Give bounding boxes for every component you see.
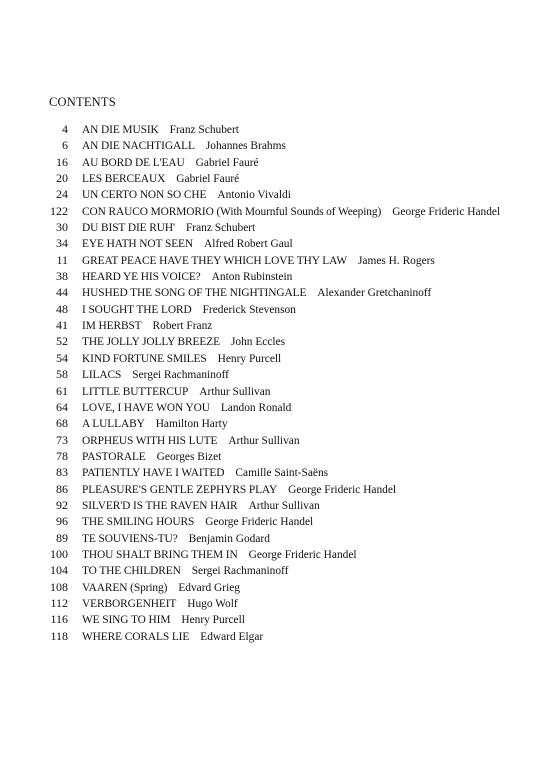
entry-page-number: 48 <box>56 301 68 316</box>
entry-text <box>82 219 255 236</box>
entry-title: DU BIST DIE RUH' <box>82 222 175 235</box>
entry-composer: Gabriel Fauré <box>176 173 240 186</box>
contents-entry <box>0 333 560 349</box>
entry-page-number: 78 <box>56 448 68 463</box>
entry-page-number: 86 <box>56 481 68 496</box>
entry-text <box>82 611 245 628</box>
entry-text <box>82 562 288 579</box>
entry-title: LES BERCEAUX <box>82 173 166 186</box>
entry-page-number: 38 <box>56 269 68 284</box>
entry-page-number: 20 <box>56 171 68 186</box>
entry-text <box>82 203 500 220</box>
entry-title: AU BORD DE L'EAU <box>82 156 185 169</box>
entry-composer: Johannes Brahms <box>205 140 286 153</box>
entry-page-number: 118 <box>50 628 68 643</box>
entry-composer: Edvard Grieg <box>178 581 240 594</box>
entry-title: WE SING TO HIM <box>82 614 171 627</box>
entry-title: TE SOUVIENS-TU? <box>82 532 178 545</box>
entry-composer: Georges Bizet <box>156 450 222 463</box>
entry-page-number: 92 <box>56 497 68 512</box>
contents-entry <box>0 432 560 448</box>
entry-text <box>82 448 221 465</box>
entry-composer: Gabriel Fauré <box>195 156 259 169</box>
contents-entry <box>0 399 560 415</box>
entry-text <box>82 513 313 530</box>
entry-title: LITTLE BUTTERCUP <box>82 385 189 398</box>
entry-composer: Robert Franz <box>152 320 213 333</box>
contents-entry <box>0 203 560 219</box>
entry-composer: Alfred Robert Gaul <box>204 238 293 251</box>
entry-composer: George Frideric Handel <box>288 483 397 496</box>
entry-composer: Franz Schubert <box>169 124 239 136</box>
contents-entry <box>0 595 560 611</box>
entry-title: VAAREN (Spring) <box>82 581 168 594</box>
entry-title: UN CERTO NON SO CHE <box>82 189 207 202</box>
contents-entry <box>0 121 560 137</box>
contents-entry <box>0 186 560 202</box>
entry-title: I SOUGHT THE LORD <box>82 303 192 316</box>
entry-composer: Camille Saint-Saëns <box>235 467 329 480</box>
entry-page-number: 112 <box>50 595 68 610</box>
contents-entry <box>0 448 560 464</box>
contents-entry <box>0 219 560 235</box>
entry-text <box>82 464 328 481</box>
entry-title: TO THE CHILDREN <box>82 565 181 578</box>
entry-title: VERBORGENHEIT <box>82 597 177 610</box>
entry-page-number: 108 <box>50 579 68 594</box>
contents-entry <box>0 301 560 317</box>
entry-text <box>82 284 431 301</box>
entry-text <box>82 579 240 596</box>
entry-composer: Arthur Sullivan <box>248 499 320 512</box>
entry-composer: Hugo Wolf <box>187 597 238 610</box>
entry-text <box>82 595 238 612</box>
contents-entry <box>0 383 560 399</box>
entry-text <box>82 186 291 203</box>
entry-page-number: 58 <box>56 367 68 382</box>
entry-title: A LULLABY <box>82 418 145 431</box>
entry-page-number: 104 <box>50 563 68 578</box>
entry-composer: George Frideric Handel <box>248 548 357 561</box>
entry-page-number: 30 <box>56 220 68 235</box>
entry-text <box>82 154 259 171</box>
entry-composer: Landon Ronald <box>220 401 292 414</box>
entry-composer: Sergei Rachmaninoff <box>132 369 229 382</box>
contents-entry <box>0 235 560 251</box>
entry-title: PATIENTLY HAVE I WAITED <box>82 467 225 480</box>
contents-entry <box>0 350 560 366</box>
entry-text <box>82 170 239 187</box>
entry-text <box>82 481 396 498</box>
contents-list <box>0 121 560 644</box>
entry-text <box>82 383 270 400</box>
entry-page-number: 96 <box>56 514 68 529</box>
entry-title: AN DIE NACHTIGALL <box>82 140 195 153</box>
entry-page-number: 61 <box>56 383 68 398</box>
entry-title: LOVE, I HAVE WON YOU <box>82 401 210 414</box>
contents-entry <box>0 154 560 170</box>
entry-text <box>82 399 291 416</box>
entry-title: PASTORALE <box>82 450 146 463</box>
entry-title: THOU SHALT BRING THEM IN <box>82 548 238 561</box>
entry-page-number: 54 <box>56 350 68 365</box>
entry-composer: Henry Purcell <box>217 352 282 365</box>
contents-heading: CONTENTS <box>49 95 116 109</box>
entry-composer: Edward Elgar <box>200 630 264 643</box>
entry-title: EYE HATH NOT SEEN <box>82 238 194 251</box>
entry-page-number: 83 <box>56 465 68 480</box>
entry-composer: John Eccles <box>230 336 286 349</box>
entry-text <box>82 546 357 563</box>
entry-title: ORPHEUS WITH HIS LUTE <box>82 434 218 447</box>
entry-text <box>82 121 239 138</box>
contents-entry <box>0 530 560 546</box>
entry-title: SILVER'D IS THE RAVEN HAIR <box>82 499 238 512</box>
contents-entry <box>0 546 560 562</box>
entry-title: THE SMILING HOURS <box>82 516 195 529</box>
entry-page-number: 64 <box>56 399 68 414</box>
entry-page-number: 34 <box>56 236 68 251</box>
entry-text <box>82 301 296 318</box>
entry-text <box>82 333 285 350</box>
contents-entry <box>0 415 560 431</box>
entry-page-number: 116 <box>50 612 68 627</box>
entry-text <box>82 366 229 383</box>
entry-title: LILACS <box>82 369 122 382</box>
entry-composer: Frederick Stevenson <box>202 303 296 316</box>
entry-page-number: 68 <box>56 416 68 431</box>
entry-text <box>82 350 281 367</box>
entry-title: GREAT PEACE HAVE THEY WHICH LOVE THY LAW <box>82 254 347 267</box>
entry-title: AN DIE MUSIK <box>82 124 159 136</box>
entry-page-number: 100 <box>50 546 68 561</box>
entry-page-number: 73 <box>56 432 68 447</box>
contents-entry <box>0 497 560 513</box>
entry-composer: Henry Purcell <box>181 614 245 627</box>
entry-title: WHERE CORALS LIE <box>82 630 190 643</box>
entry-composer: George Frideric Handel <box>392 205 501 218</box>
entry-text <box>82 317 212 334</box>
contents-entry <box>0 317 560 333</box>
contents-entry <box>0 137 560 153</box>
entry-page-number: 24 <box>56 187 68 202</box>
entry-text <box>82 252 435 269</box>
contents-entry <box>0 513 560 529</box>
entry-composer: Anton Rubinstein <box>211 271 293 284</box>
entry-text <box>82 497 320 514</box>
entry-text <box>82 137 286 154</box>
entry-title: KIND FORTUNE SMILES <box>82 352 207 365</box>
contents-entry <box>0 464 560 480</box>
contents-entry <box>0 170 560 186</box>
entry-composer: Arthur Sullivan <box>199 385 271 398</box>
contents-entry <box>0 611 560 627</box>
entry-page-number: 4 <box>62 122 68 136</box>
entry-composer: Hamilton Harty <box>155 418 228 431</box>
entry-page-number: 16 <box>56 154 68 169</box>
entry-composer: Arthur Sullivan <box>228 434 300 447</box>
entry-title: CON RAUCO MORMORIO (With Mournful Sounds of Weeping) <box>82 205 382 218</box>
entry-title: HUSHED THE SONG OF THE NIGHTINGALE <box>82 287 307 300</box>
entry-composer: George Frideric Handel <box>205 516 314 529</box>
entry-text <box>82 432 300 449</box>
entry-page-number: 122 <box>50 203 68 218</box>
contents-entry <box>0 366 560 382</box>
entry-text <box>82 268 292 285</box>
entry-text <box>82 415 228 432</box>
entry-composer: Sergei Rachmaninoff <box>191 565 289 578</box>
entry-title: PLEASURE'S GENTLE ZEPHYRS PLAY <box>82 483 278 496</box>
entry-composer: Franz Schubert <box>185 222 256 235</box>
contents-entry <box>0 562 560 578</box>
entry-composer: Antonio Vivaldi <box>217 189 291 202</box>
entry-page-number: 41 <box>56 318 68 333</box>
contents-entry <box>0 284 560 300</box>
entry-page-number: 44 <box>56 285 68 300</box>
entry-composer: James H. Rogers <box>357 254 435 267</box>
entry-title: HEARD YE HIS VOICE? <box>82 271 201 284</box>
contents-entry <box>0 628 560 644</box>
entry-page-number: 89 <box>56 530 68 545</box>
contents-entry <box>0 268 560 284</box>
entry-title: IM HERBST <box>82 320 142 333</box>
contents-entry <box>0 252 560 268</box>
entry-text <box>82 235 293 252</box>
entry-text <box>82 628 263 645</box>
entry-composer: Alexander Gretchaninoff <box>317 287 432 300</box>
entry-page-number: 11 <box>56 252 68 267</box>
contents-entry <box>0 579 560 595</box>
entry-composer: Benjamin Godard <box>188 532 270 545</box>
entry-page-number: 6 <box>62 138 68 153</box>
entry-page-number: 52 <box>56 334 68 349</box>
contents-entry <box>0 481 560 497</box>
entry-text <box>82 530 270 547</box>
entry-title: THE JOLLY JOLLY BREEZE <box>82 336 220 349</box>
